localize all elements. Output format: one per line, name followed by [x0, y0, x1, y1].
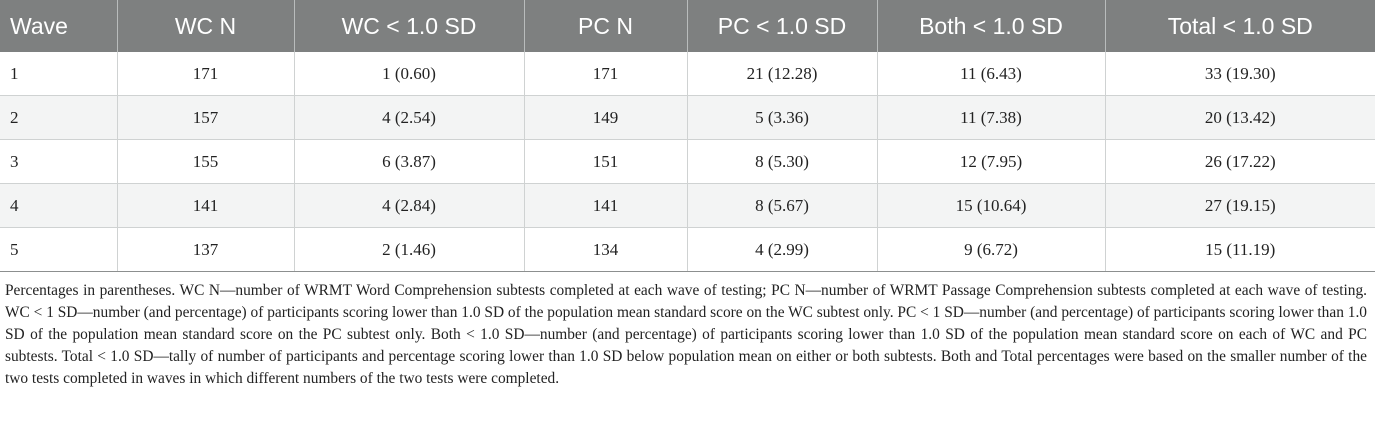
cell-pc-n: 151 — [524, 140, 687, 184]
cell-wc-below-sd: 6 (3.87) — [294, 140, 524, 184]
cell-wave: 1 — [0, 52, 117, 96]
table-row — [0, 184, 1375, 228]
header-wc-n: WC N — [117, 0, 294, 52]
cell-wave: 3 — [0, 140, 117, 184]
cell-wc-below-sd: 1 (0.60) — [294, 52, 524, 96]
cell-both-below-sd: 9 (6.72) — [877, 228, 1105, 272]
cell-wc-below-sd: 4 (2.54) — [294, 96, 524, 140]
cell-total-below-sd: 33 (19.30) — [1105, 52, 1375, 96]
cell-both-below-sd: 11 (7.38) — [877, 96, 1105, 140]
header-wc-below-sd: WC < 1.0 SD — [294, 0, 524, 52]
cell-pc-n: 149 — [524, 96, 687, 140]
cell-wave: 5 — [0, 228, 117, 272]
cell-wc-n: 155 — [117, 140, 294, 184]
header-row — [0, 0, 1375, 52]
cell-wc-n: 137 — [117, 228, 294, 272]
cell-wave: 2 — [0, 96, 117, 140]
cell-pc-n: 141 — [524, 184, 687, 228]
table-footnote: Percentages in parentheses. WC N—number of WRMT Word Comprehension subtests completed at each wave of testing; PC N—number of WRMT Passage Comprehension subtests completed at each wave of testing. WC < 1 SD—number (and percentage) of participants scoring lower than 1.0 SD of the population mean standard score on the WC subtest only. PC < 1 SD—number (and percentage) of participants scoring lower than 1.0 SD of the population mean standard score on the PC subtest only. Both < 1.0 SD—number (and percentage) of participants scoring lower than 1.0 SD of the population mean standard score on each of WC and PC subtests. Total < 1.0 SD—tally of number of participants and percentage scoring lower than 1.0 SD below population mean on either or both subtests. Both and Total percentages were based on the smaller number of the two tests completed in waves in which different numbers of the two tests were completed. — [5, 282, 1367, 387]
cell-total-below-sd: 27 (19.15) — [1105, 184, 1375, 228]
cell-pc-below-sd: 8 (5.30) — [687, 140, 877, 184]
cell-pc-n: 134 — [524, 228, 687, 272]
cell-pc-below-sd: 4 (2.99) — [687, 228, 877, 272]
cell-pc-below-sd: 21 (12.28) — [687, 52, 877, 96]
header-pc-n: PC N — [524, 0, 687, 52]
cell-both-below-sd: 15 (10.64) — [877, 184, 1105, 228]
cell-pc-below-sd: 5 (3.36) — [687, 96, 877, 140]
cell-wc-n: 171 — [117, 52, 294, 96]
cell-wc-n: 141 — [117, 184, 294, 228]
cell-both-below-sd: 12 (7.95) — [877, 140, 1105, 184]
cell-wc-below-sd: 4 (2.84) — [294, 184, 524, 228]
table-row — [0, 140, 1375, 184]
cell-wc-n: 157 — [117, 96, 294, 140]
header-total-below-sd: Total < 1.0 SD — [1105, 0, 1375, 52]
cell-pc-below-sd: 8 (5.67) — [687, 184, 877, 228]
table-row — [0, 228, 1375, 272]
header-both-below-sd: Both < 1.0 SD — [877, 0, 1105, 52]
cell-both-below-sd: 11 (6.43) — [877, 52, 1105, 96]
header-wave: Wave — [0, 0, 117, 52]
cell-wave: 4 — [0, 184, 117, 228]
cell-wc-below-sd: 2 (1.46) — [294, 228, 524, 272]
cell-total-below-sd: 15 (11.19) — [1105, 228, 1375, 272]
cell-pc-n: 171 — [524, 52, 687, 96]
table-row — [0, 96, 1375, 140]
header-pc-below-sd: PC < 1.0 SD — [687, 0, 877, 52]
table-row — [0, 52, 1375, 96]
cell-total-below-sd: 26 (17.22) — [1105, 140, 1375, 184]
cell-total-below-sd: 20 (13.42) — [1105, 96, 1375, 140]
